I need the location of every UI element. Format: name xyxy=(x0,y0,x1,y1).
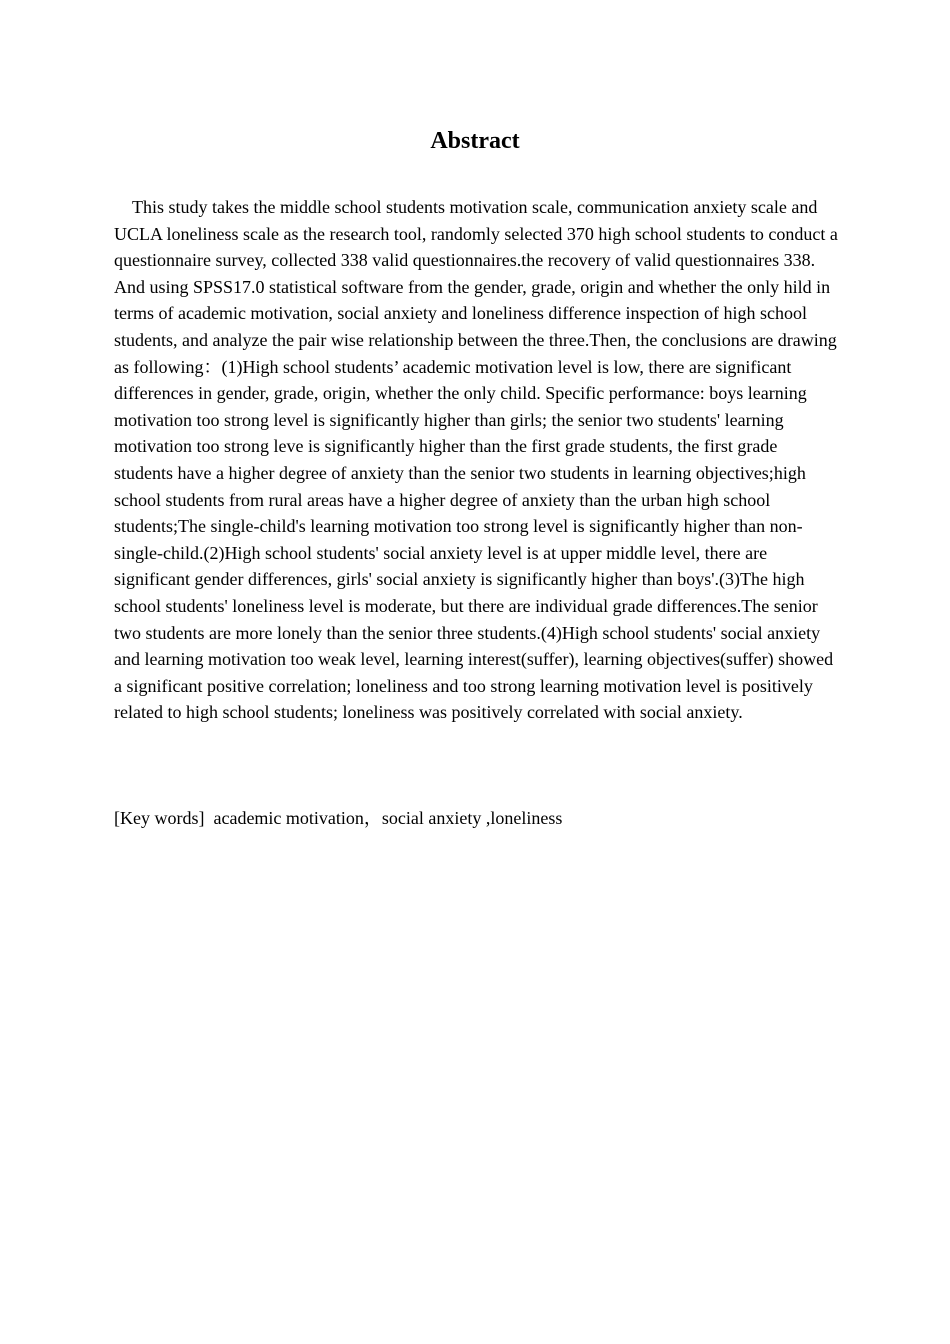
abstract-title: Abstract xyxy=(430,128,520,154)
keywords-line: [Key words] academic motivation，social anxiety ,loneliness xyxy=(114,808,563,828)
abstract-body-paragraph: This study takes the middle school students motivation scale, communication anxiety scale and UCLA loneliness scale as the research tool, randomly selected 370 high school students to conduct a questionnaire survey, collected 338 valid questionnaires.the recovery of valid questionnaires 338. And using SPSS17.0 statistical software from the gender, grade, origin and whether the only hild in terms of academic motivation, social anxiety and loneliness difference inspection of high school students, and analyze the pair wise relationship between the three.Then, the conclusions are drawing as following：(1)High school students’ academic motivation level is low, there are significant differences in gender, grade, origin, whether the only child. Specific performance: boys learning motivation too strong level is significantly higher than girls; the senior two students' learning motivation too strong leve is significantly higher than the first grade students, the first grade students have a higher degree of anxiety than the senior two students in learning objectives;high school students from rural areas have a higher degree of anxiety than the urban high school students;The single-child's learning motivation too strong level is significantly higher than non-single-child.(2)High school students' social anxiety level is at upper middle level, there are significant gender differences, girls' social anxiety is significantly higher than boys'.(3)The high school students' loneliness level is moderate, but there are individual grade differences.The senior two students are more lonely than the senior three students.(4)High school students' social anxiety and learning motivation too weak level, learning interest(suffer), learning objectives(suffer) showed a significant positive correlation; loneliness and too strong learning motivation level is positively related to high school students; loneliness was positively correlated with social anxiety. xyxy=(114,197,838,723)
